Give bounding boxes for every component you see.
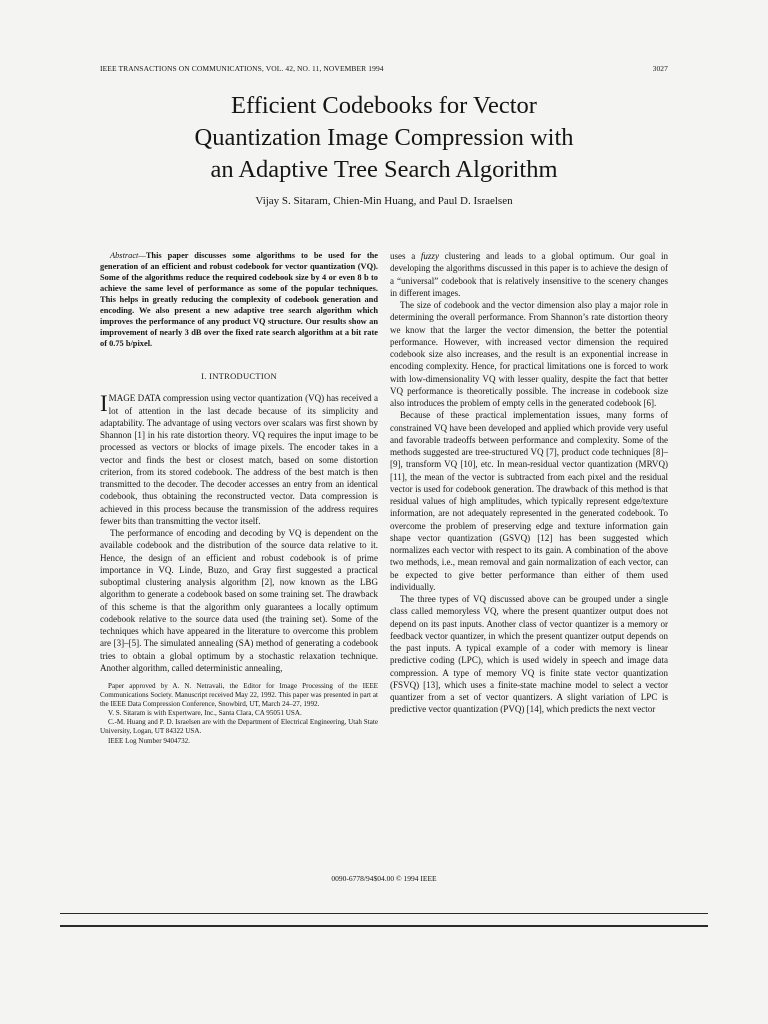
author-list: Vijay S. Sitaram, Chien-Min Huang, and Paul D. Israelsen bbox=[255, 195, 513, 207]
body-paragraph: Because of these practical implementation issues, many forms of constrained VQ have been developed and applied which provide very useful and favorable tradeoffs between performance and complexity. Some of the methods suggested are tree-structured VQ [7], product code techniques [8]–[9], transform VQ [10], etc. In mean-residual vector quantization (MRVQ) [11], the mean of the vector is subtracted from each pixel and the residual vector is used for codebook generation. The drawback of this method is that residual values of high amplitudes, which typically represent edge/texture information, are not adequately represented in the generated codebook. To overcome the problem of preserving edge and texture information gain shape vector quantization (GSVQ) [12] has been suggested which normalizes each vector with respect to its gain. A combination of the above two methods, i.e., mean removal and gain normalization of each vector, can be expected to give better performance than either of them used individually. bbox=[390, 410, 668, 592]
body-paragraph bbox=[390, 250, 668, 299]
intro-paragraph bbox=[100, 392, 378, 527]
footnote: Paper approved by A. N. Netravali, the Editor for Image Processing of the IEEE Communications Society. Manuscript received May 22, 1992. This paper was presented in part at the IEEE Data Compression Conference, Snowbird, UT, March 24–27, 1992. bbox=[100, 682, 378, 709]
footnote: IEEE Log Number 9404732. bbox=[108, 736, 190, 745]
body-text: clustering and leads to a global optimum. Our goal in developing the algorithms discussed in this paper is to achieve the design of a “universal” codebook that is relatively insensitive to the scenery changes in different images. bbox=[390, 251, 668, 298]
title-line: Efficient Codebooks for Vector bbox=[231, 92, 537, 119]
body-paragraph: The size of codebook and the vector dimension also play a major role in determining the overall performance. From Shannon’s rate distortion theory we know that the larger the vector dimension, the better the potential performance. However, with increased vector dimension the required codebook size also increases, and the result is an exponential increase in encoding complexity. Hence, for practical limitations one is forced to work with low-dimensionality VQ with lesser quality, despite the fact that better VQ performance is theoretically possible. The increase in codebook size also introduces the problem of empty cells in the generated codebook [6]. bbox=[390, 300, 668, 408]
page-number: 3027 bbox=[652, 64, 668, 73]
scan-rule bbox=[60, 913, 708, 914]
title-line: an Adaptive Tree Search Algorithm bbox=[210, 156, 558, 183]
body-paragraph: The performance of encoding and decoding by VQ is dependent on the available codebook and the distribution of the source data relative to it. Hence, the design of an efficient and robust codebook is of prime importance in VQ. Linde, Buzo, and Gray first suggested a practical suboptimal clustering analysis algorithm [2], now known as the LBG algorithm to generate a codebook based on some training set. The drawback of this scheme is that the algorithm only guarantees a locally optimum codebook relative to the source data used (the training set). Some of the techniques which have appeared in the literature to overcome this problem are [3]–[5]. The simulated annealing (SA) method of generating a codebook tries to obtain a global optimum by a stochastic relaxation technique. Another algorithm, called deterministic annealing, bbox=[100, 528, 378, 673]
paper-title bbox=[0, 90, 768, 186]
journal-citation: IEEE TRANSACTIONS ON COMMUNICATIONS, VOL. 42, NO. 11, NOVEMBER 1994 bbox=[100, 64, 384, 73]
left-column bbox=[100, 250, 378, 746]
body-text: uses a bbox=[390, 251, 421, 261]
copyright-notice: 0090-6778/94$04.00 © 1994 IEEE bbox=[331, 874, 437, 883]
title-line: Quantization Image Compression with bbox=[194, 124, 574, 151]
body-paragraph: The three types of VQ discussed above can be grouped under a single class called memoryless VQ, where the present quantizer output does not depend on its past inputs. Another class of vector quantizer is a memory or feedback vector quantizer, in which the present quantizer output depends on the past inputs. A typical example of a coder with memory is linear predictive coding (LPC), which is used widely in speech and image data compression. A type of memory VQ is finite state vector quantization (FSVQ) [13], which uses a finite-state machine model to select a vector quantizer from a set of vector quantizers. A slight variation of LPC is predictive vector quantization (PVQ) [14], which predicts the next vector bbox=[390, 594, 668, 715]
emphasis-text: fuzzy bbox=[420, 251, 439, 261]
abstract-text: This paper discusses some algorithms to be used for the generation of an efficient and robust codebook for vector quantization (VQ). Some of the algorithms reduce the required codebook size by 4 or even 8 b to achieve the same level of performance as some of the popular techniques. This helps in greatly reducing the complexity of codebook generation and encoding. We also present a new adaptive tree search algorithm which improves the performance of any product VQ structure. Our results show an improvement of nearly 3 dB over the fixed rate search algorithm at a bit rate of 0.75 b/pixel. bbox=[100, 251, 378, 348]
scan-rule bbox=[60, 925, 708, 927]
running-header bbox=[100, 64, 668, 73]
abstract bbox=[100, 250, 378, 349]
footnotes bbox=[100, 682, 378, 746]
section-heading: I. INTRODUCTION bbox=[201, 371, 277, 381]
drop-cap: I bbox=[100, 391, 108, 417]
abstract-lead: Abstract— bbox=[110, 251, 146, 260]
intro-text: MAGE DATA compression using vector quantization (VQ) has received a lot of attention in the last decade because of its simplicity and adaptability. The advantage of using vectors over scalars was first shown by Shannon [1] in his rate distortion theory. VQ requires the input image to be processed as vectors or blocks of image pixels. The encoder takes in a vector and finds the best or closest match, based on some distortion criterion, from its stored codebook. The address of the best match is then transmitted to the decoder. The decoder accesses an entry from an identical codebook, thus obtaining the reconstructed vector. Data compression is achieved in this process because the transmission of the address requires fewer bits than transmitting the vector itself. bbox=[100, 393, 378, 526]
right-column bbox=[390, 250, 668, 716]
footnote: C.-M. Huang and P. D. Israelsen are with the Department of Electrical Engineering, Utah State University, Logan, UT 84322 USA. bbox=[100, 718, 378, 736]
footnote: V. S. Sitaram is with Expertware, Inc., Santa Clara, CA 95051 USA. bbox=[108, 709, 302, 718]
